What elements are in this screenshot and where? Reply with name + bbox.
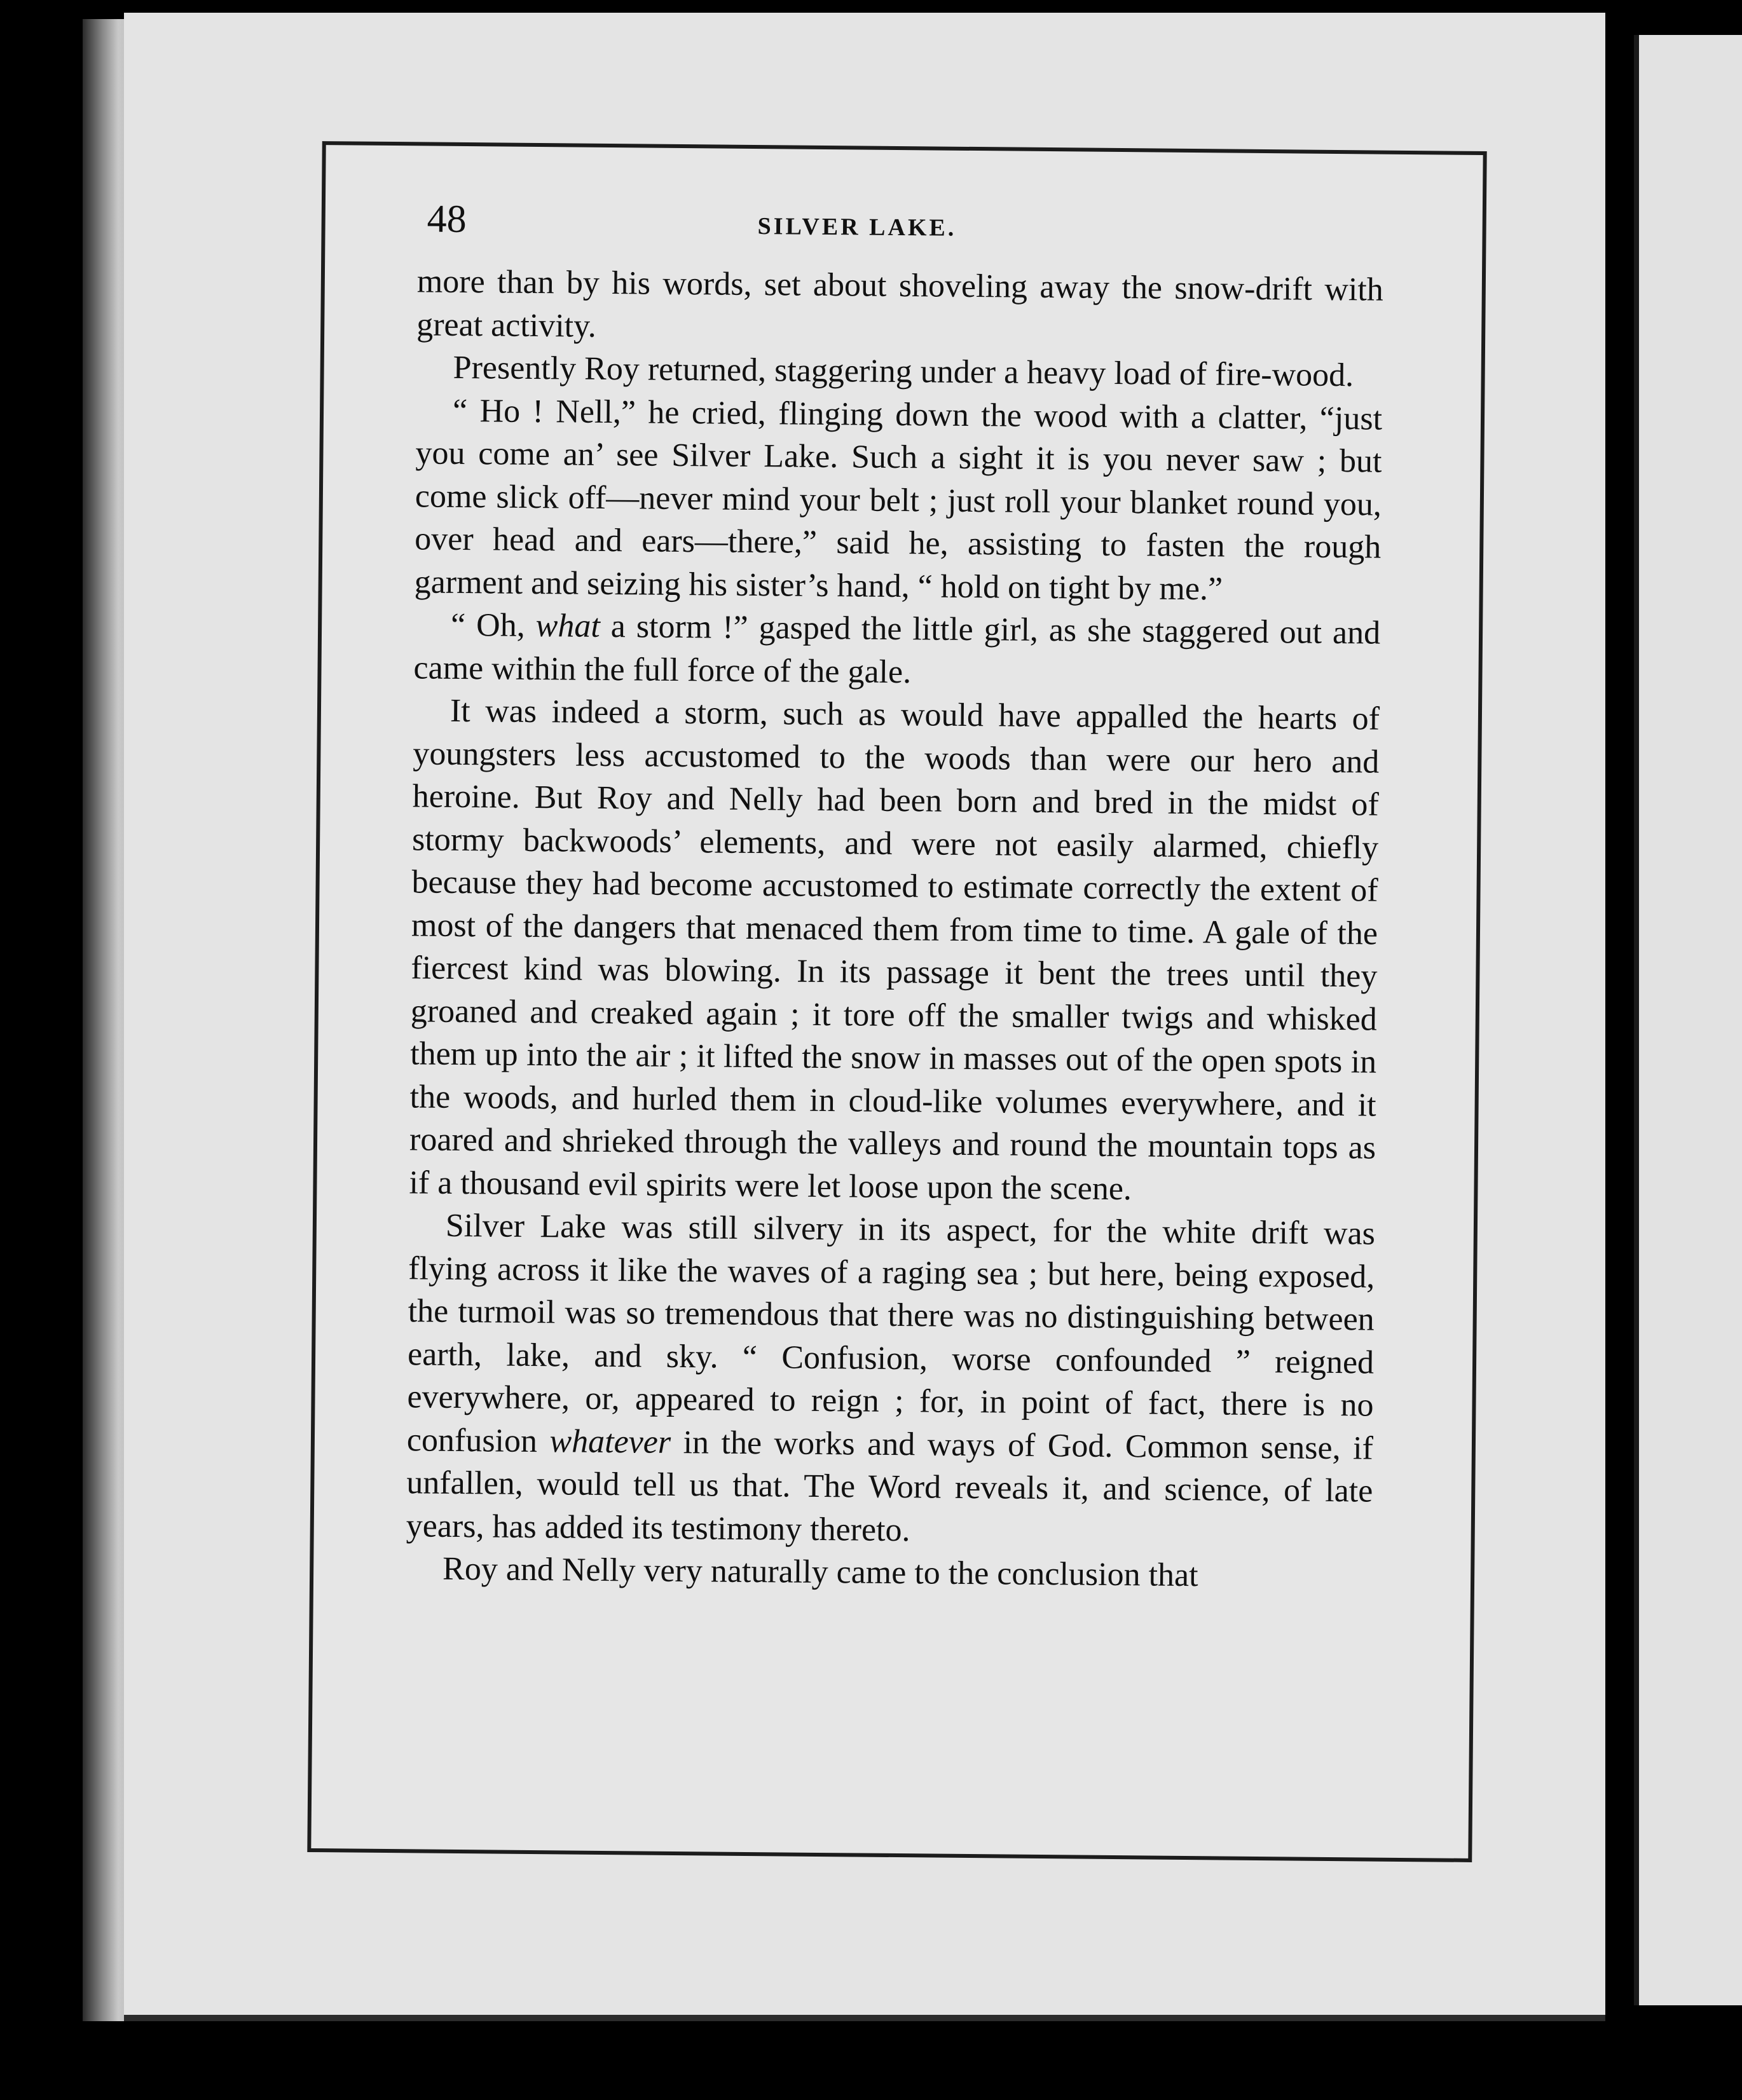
scan-bottom-border: [0, 2021, 1742, 2100]
page-number: 48: [427, 197, 467, 242]
paragraph-5: It was indeed a storm, such as would have appalled the hearts of youngsters less accustomed to the woods than were our hero and heroine. But Roy and Nelly had been born and bred in the midst of stormy backwoods’ elements, and were not easily alarmed, chiefly because they had become accustomed to estimate correctly the extent of most of the dangers that menaced them from time to time. A gale of the fiercest kind was blowing. In its passage it bent the trees until they groaned and creaked again ; it tore off the smaller twigs and whisked them up into the air ; it lifted the snow in masses out of the open spots in the woods, and hurled them in cloud-like volumes everywhere, and it roared and shrieked through the valleys and round the mountain tops as if a thousand evil spirits were let loose upon the scene.: [409, 692, 1380, 1207]
paragraph-3: “ Ho ! Nell,” he cried, flinging down the wood with a clatter, “just you come an’ see Silver Lake. Such a sight it is you never saw ; but come slick off—never mind your belt ; just roll your blanket round you, over head and ears—there,” said he, assisting to fasten the rough garment and seizing his sister’s hand, “ hold on tight by me.”: [414, 392, 1383, 607]
emphasis-whatever: whatever: [549, 1422, 671, 1461]
paragraph-4: “ Oh, what a storm !” gasped the little girl, as she staggered out and came within the full force of the gale.: [413, 606, 1381, 690]
paragraph-6: Silver Lake was still silvery in its aspect, for the white drift was flying across it like the waves of a raging sea ; but here, being exposed, the turmoil was so tremendous that there was no distinguishing between earth, lake, and sky. “ Confusion, worse confounded ” reigned everywhere, or, appeared to reign ; for, in point of fact, there is no confusion whatever in the works and ways of God. Common sense, if unfallen, would tell us that. The Word reveals it, and science, of late years, has added its testimony thereto.: [406, 1207, 1376, 1548]
body-text: [406, 260, 1383, 1599]
running-title: SILVER LAKE.: [757, 213, 957, 242]
paragraph-7: Roy and Nelly very naturally came to the conclusion that: [442, 1550, 1198, 1594]
facing-page-edge: [1634, 35, 1742, 2005]
paragraph-1: more than by his words, set about shoveling away the snow-drift with great activity.: [416, 263, 1384, 344]
emphasis-what: what: [535, 608, 601, 644]
printed-text-frame: [307, 141, 1486, 1862]
running-head: [427, 197, 1368, 256]
paragraph-2: Presently Roy returned, staggering under a heavy load of fire-wood.: [453, 349, 1354, 394]
